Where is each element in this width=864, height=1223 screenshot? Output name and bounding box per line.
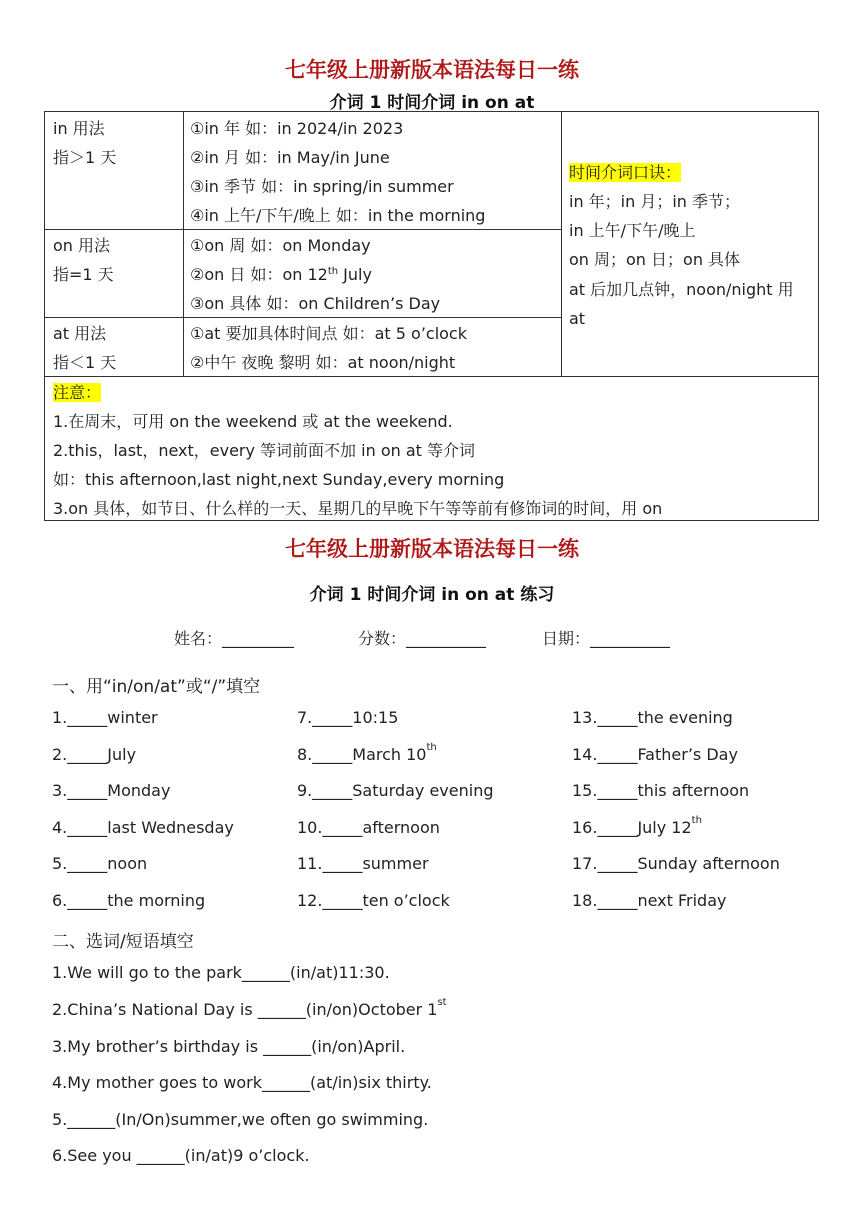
fill-item[interactable]: 16._____July 12th (572, 815, 702, 837)
fill-item[interactable]: 11._____summer (297, 854, 429, 873)
sentence-item[interactable]: 6.See you ______(in/at)9 o’clock. (52, 1146, 310, 1165)
on-usage-range: 指=1 天 (53, 265, 114, 284)
at-usage-range: 指＜1 天 (53, 353, 117, 372)
on-usage-label: on 用法 (53, 236, 111, 255)
page-subtitle: 介词 1 时间介词 in on at (329, 93, 535, 113)
in-item-2: ②in 月 如：in May/in June (190, 148, 390, 167)
mnemonic-heading: 时间介词口诀： (569, 163, 682, 182)
on-item-1: ①on 周 如：on Monday (190, 236, 371, 255)
table-divider (183, 112, 184, 376)
sentence-item[interactable]: 1.We will go to the park______(in/at)11:30. (52, 963, 390, 982)
table-divider (45, 229, 562, 230)
mnemonic-line: at 后加几点钟，noon/night 用 (569, 280, 794, 299)
table-divider (45, 376, 819, 377)
fill-item[interactable]: 14._____Father’s Day (572, 745, 738, 764)
in-usage-label: in 用法 (53, 119, 105, 138)
on-item-2: ②on 日 如：on 12th July (190, 265, 372, 284)
usage-table (44, 111, 819, 521)
fill-item[interactable]: 7._____10:15 (297, 708, 399, 727)
page-title: 七年级上册新版本语法每日一练 (285, 57, 579, 82)
sentence-item[interactable]: 3.My brother’s birthday is ______(in/on)April. (52, 1037, 406, 1056)
table-divider (561, 112, 562, 376)
fill-item[interactable]: 6._____the morning (52, 891, 206, 910)
fill-item[interactable]: 12._____ten o’clock (297, 891, 450, 910)
at-item-1: ①at 要加具体时间点 如：at 5 o’clock (190, 324, 467, 343)
mnemonic-line: on 周；on 日；on 具体 (569, 250, 741, 269)
section1-heading: 一、用“in/on/at”或“/”填空 (52, 677, 261, 697)
note-line: 如：this afternoon,last night,next Sunday,every morning (53, 470, 505, 489)
on-item-3: ③on 具体 如：on Children’s Day (190, 294, 441, 313)
fill-item[interactable]: 18._____next Friday (572, 891, 727, 910)
note-line: 1.在周末，可用 on the weekend 或 at the weekend. (53, 412, 453, 431)
fill-item[interactable]: 10._____afternoon (297, 818, 440, 837)
at-usage-label: at 用法 (53, 324, 107, 343)
in-usage-range: 指＞1 天 (53, 148, 117, 167)
date-field[interactable]: 日期：__________ (542, 629, 671, 648)
note-line: 3.on 具体，如节日、什么样的一天、星期几的早晚下午等等前有修饰词的时间，用 on (53, 499, 663, 518)
table-divider (45, 317, 562, 318)
fill-item[interactable]: 9._____Saturday evening (297, 781, 494, 800)
fill-item[interactable]: 2._____July (52, 745, 137, 764)
fill-item[interactable]: 1._____winter (52, 708, 158, 727)
fill-item[interactable]: 17._____Sunday afternoon (572, 854, 780, 873)
in-item-4: ④in 上午/下午/晚上 如：in the morning (190, 206, 486, 225)
sentence-item[interactable]: 4.My mother goes to work______(at/in)six thirty. (52, 1073, 432, 1092)
practice-title: 七年级上册新版本语法每日一练 (285, 536, 579, 561)
at-item-2: ②中午 夜晚 黎明 如：at noon/night (190, 353, 456, 372)
fill-item[interactable]: 15._____this afternoon (572, 781, 750, 800)
sentence-item[interactable]: 5.______(In/On)summer,we often go swimming. (52, 1110, 429, 1129)
note-line: 2.this，last，next，every 等词前面不加 in on at 等介词 (53, 441, 475, 460)
mnemonic-line: in 年；in 月；in 季节； (569, 192, 741, 211)
fill-item[interactable]: 5._____noon (52, 854, 148, 873)
mnemonic-line: at (569, 309, 586, 328)
section2-heading: 二、选词/短语填空 (52, 932, 194, 952)
fill-item[interactable]: 3._____Monday (52, 781, 171, 800)
notes-heading: 注意： (53, 383, 102, 402)
fill-item[interactable]: 4._____last Wednesday (52, 818, 234, 837)
fill-item[interactable]: 8._____March 10th (297, 742, 437, 764)
fill-item[interactable]: 13._____the evening (572, 708, 733, 727)
in-item-3: ③in 季节 如：in spring/in summer (190, 177, 454, 196)
mnemonic-line: in 上午/下午/晚上 (569, 221, 696, 240)
in-item-1: ①in 年 如：in 2024/in 2023 (190, 119, 404, 138)
name-field[interactable]: 姓名：_________ (174, 629, 295, 648)
score-field[interactable]: 分数：__________ (358, 629, 487, 648)
practice-subtitle: 介词 1 时间介词 in on at 练习 (309, 585, 555, 605)
sentence-item[interactable]: 2.China’s National Day is ______(in/on)October 1st (52, 997, 447, 1019)
